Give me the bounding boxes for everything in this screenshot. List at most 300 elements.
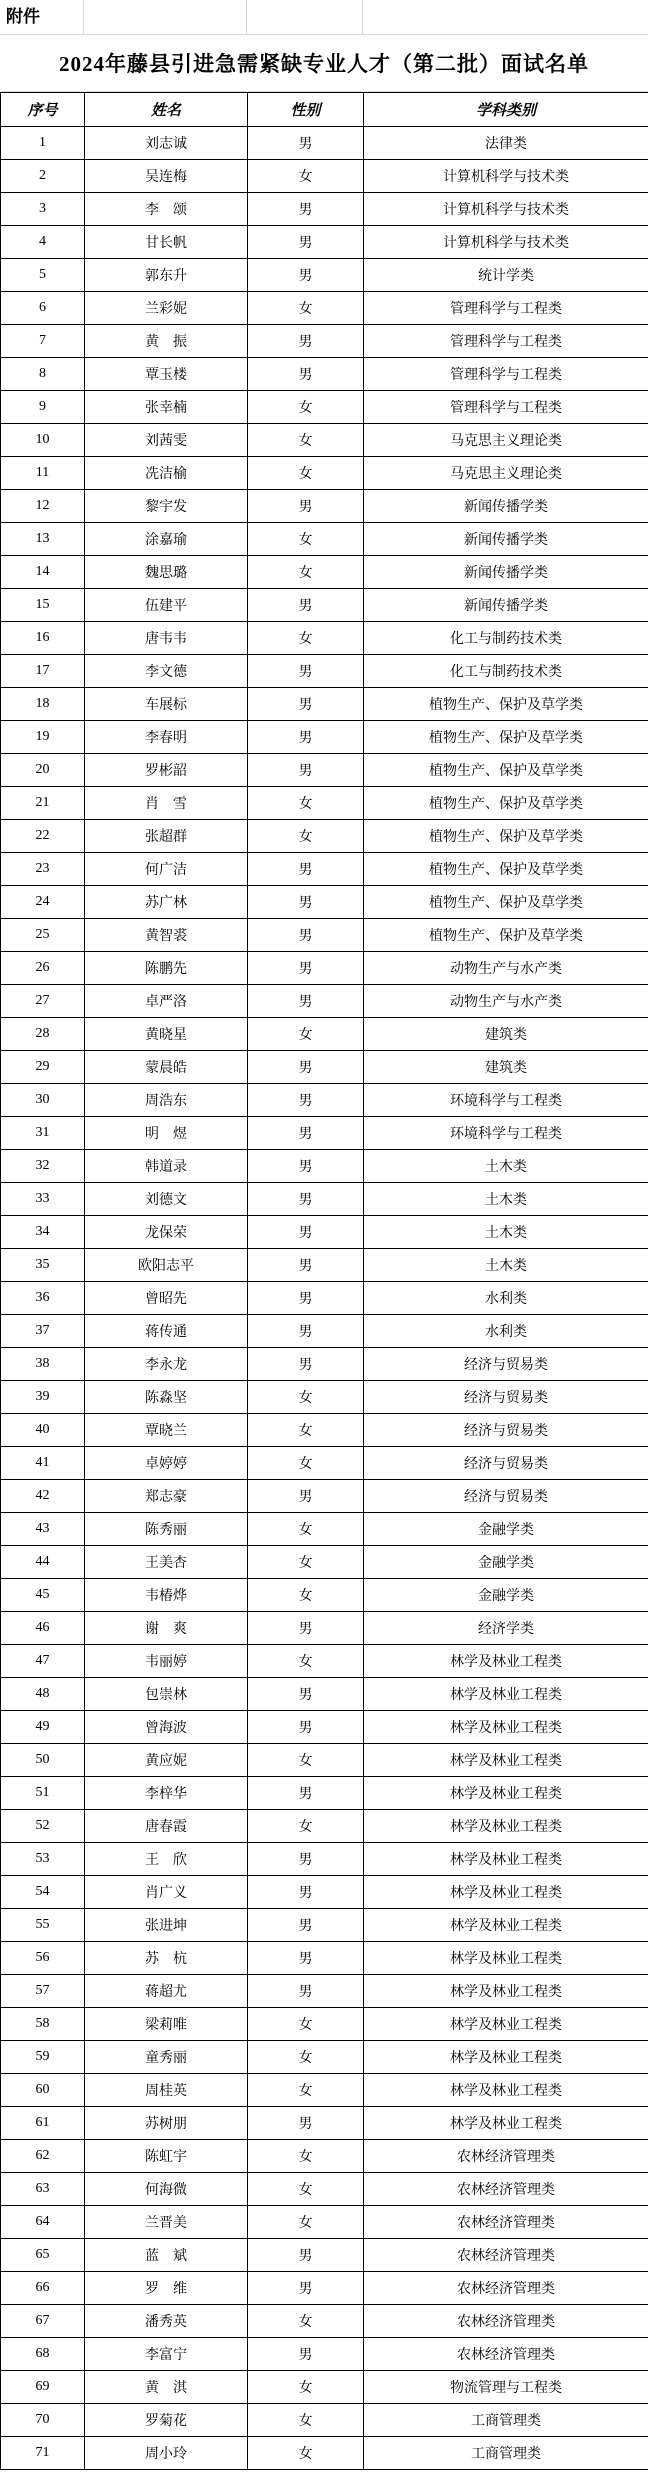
cell-category: 管理科学与工程类: [364, 292, 648, 325]
cell-index: 39: [1, 1381, 85, 1414]
cell-gender: 男: [248, 1348, 364, 1381]
table-row: [1, 2041, 648, 2074]
cell-gender: 女: [248, 1414, 364, 1447]
cell-name: 兰晋美: [85, 2206, 248, 2239]
table-row: [1, 1315, 648, 1348]
cell-name: 车展标: [85, 688, 248, 721]
cell-category: 金融学类: [364, 1546, 648, 1579]
table-row: [1, 1876, 648, 1909]
cell-index: 61: [1, 2107, 85, 2140]
cell-name: 王美杏: [85, 1546, 248, 1579]
cell-name: 蓝 斌: [85, 2239, 248, 2272]
cell-index: 66: [1, 2272, 85, 2305]
cell-gender: 男: [248, 754, 364, 787]
cell-index: 41: [1, 1447, 85, 1480]
cell-index: 15: [1, 589, 85, 622]
cell-index: 71: [1, 2437, 85, 2470]
cell-category: 林学及林业工程类: [364, 1843, 648, 1876]
cell-category: 林学及林业工程类: [364, 1810, 648, 1843]
table-row: [1, 1381, 648, 1414]
cell-index: 24: [1, 886, 85, 919]
cell-gender: 男: [248, 193, 364, 226]
cell-gender: 男: [248, 127, 364, 160]
cell-index: 52: [1, 1810, 85, 1843]
cell-index: 59: [1, 2041, 85, 2074]
cell-name: 何海微: [85, 2173, 248, 2206]
cell-index: 43: [1, 1513, 85, 1546]
cell-gender: 女: [248, 457, 364, 490]
cell-gender: 男: [248, 2272, 364, 2305]
cell-category: 统计学类: [364, 259, 648, 292]
cell-category: 植物生产、保护及草学类: [364, 886, 648, 919]
cell-category: 新闻传播学类: [364, 523, 648, 556]
cell-index: 5: [1, 259, 85, 292]
cell-name: 罗 维: [85, 2272, 248, 2305]
cell-category: 农林经济管理类: [364, 2272, 648, 2305]
cell-category: 化工与制药技术类: [364, 622, 648, 655]
cell-gender: 男: [248, 853, 364, 886]
cell-category: 经济与贸易类: [364, 1447, 648, 1480]
table-row: [1, 655, 648, 688]
table-row: [1, 391, 648, 424]
cell-gender: 男: [248, 1909, 364, 1942]
cell-category: 经济与贸易类: [364, 1414, 648, 1447]
interview-roster-table: [0, 92, 648, 2470]
cell-category: 经济与贸易类: [364, 1348, 648, 1381]
cell-category: 计算机科学与技术类: [364, 226, 648, 259]
table-row: [1, 1546, 648, 1579]
table-row: [1, 127, 648, 160]
table-row: [1, 1117, 648, 1150]
cell-gender: 男: [248, 1876, 364, 1909]
cell-gender: 女: [248, 1447, 364, 1480]
table-row: [1, 1777, 648, 1810]
cell-gender: 男: [248, 919, 364, 952]
cell-gender: 男: [248, 1315, 364, 1348]
cell-index: 58: [1, 2008, 85, 2041]
cell-gender: 男: [248, 259, 364, 292]
cell-index: 35: [1, 1249, 85, 1282]
grid-cell: [363, 0, 648, 34]
attachment-label: 附件: [0, 0, 84, 34]
cell-index: 17: [1, 655, 85, 688]
cell-index: 19: [1, 721, 85, 754]
cell-gender: 女: [248, 2404, 364, 2437]
cell-gender: 女: [248, 424, 364, 457]
cell-name: 李永龙: [85, 1348, 248, 1381]
cell-category: 农林经济管理类: [364, 2305, 648, 2338]
cell-gender: 男: [248, 1777, 364, 1810]
table-row: [1, 2140, 648, 2173]
cell-name: 黄应妮: [85, 1744, 248, 1777]
cell-gender: 女: [248, 160, 364, 193]
cell-gender: 女: [248, 1546, 364, 1579]
cell-name: 陈虹宇: [85, 2140, 248, 2173]
cell-index: 32: [1, 1150, 85, 1183]
cell-index: 45: [1, 1579, 85, 1612]
table-row: [1, 193, 648, 226]
cell-name: 黄 振: [85, 325, 248, 358]
grid-cell: [84, 0, 247, 34]
cell-name: 黄 淇: [85, 2371, 248, 2404]
table-row: [1, 1216, 648, 1249]
cell-index: 63: [1, 2173, 85, 2206]
cell-gender: 男: [248, 2239, 364, 2272]
cell-gender: 女: [248, 292, 364, 325]
cell-category: 管理科学与工程类: [364, 358, 648, 391]
table-row: [1, 2404, 648, 2437]
cell-category: 植物生产、保护及草学类: [364, 919, 648, 952]
cell-name: 李富宁: [85, 2338, 248, 2371]
cell-gender: 男: [248, 886, 364, 919]
cell-category: 植物生产、保护及草学类: [364, 853, 648, 886]
table-row: [1, 2074, 648, 2107]
cell-name: 韦丽婷: [85, 1645, 248, 1678]
cell-name: 郭东升: [85, 259, 248, 292]
cell-gender: 女: [248, 1645, 364, 1678]
cell-index: 68: [1, 2338, 85, 2371]
table-row: [1, 1843, 648, 1876]
table-row: [1, 1612, 648, 1645]
cell-gender: 男: [248, 1843, 364, 1876]
cell-index: 31: [1, 1117, 85, 1150]
cell-index: 22: [1, 820, 85, 853]
cell-category: 水利类: [364, 1282, 648, 1315]
cell-gender: 男: [248, 325, 364, 358]
cell-category: 林学及林业工程类: [364, 1645, 648, 1678]
cell-category: 植物生产、保护及草学类: [364, 721, 648, 754]
table-row: [1, 2107, 648, 2140]
cell-category: 林学及林业工程类: [364, 1678, 648, 1711]
cell-gender: 男: [248, 1084, 364, 1117]
column-header-name: 姓名: [85, 93, 248, 127]
cell-category: 林学及林业工程类: [364, 1744, 648, 1777]
cell-index: 34: [1, 1216, 85, 1249]
cell-category: 金融学类: [364, 1513, 648, 1546]
cell-category: 动物生产与水产类: [364, 985, 648, 1018]
cell-name: 卓严洛: [85, 985, 248, 1018]
cell-name: 冼洁榆: [85, 457, 248, 490]
cell-index: 27: [1, 985, 85, 1018]
cell-name: 曾海波: [85, 1711, 248, 1744]
cell-gender: 女: [248, 2371, 364, 2404]
cell-name: 何广洁: [85, 853, 248, 886]
cell-index: 3: [1, 193, 85, 226]
cell-gender: 女: [248, 1018, 364, 1051]
title-band: [0, 35, 648, 92]
cell-index: 47: [1, 1645, 85, 1678]
cell-category: 物流管理与工程类: [364, 2371, 648, 2404]
cell-category: 环境科学与工程类: [364, 1084, 648, 1117]
cell-category: 新闻传播学类: [364, 556, 648, 589]
cell-gender: 女: [248, 2206, 364, 2239]
cell-name: 梁莉唯: [85, 2008, 248, 2041]
cell-gender: 男: [248, 589, 364, 622]
cell-category: 工商管理类: [364, 2437, 648, 2470]
cell-category: 林学及林业工程类: [364, 2074, 648, 2107]
cell-name: 罗菊花: [85, 2404, 248, 2437]
cell-index: 56: [1, 1942, 85, 1975]
cell-index: 65: [1, 2239, 85, 2272]
cell-gender: 男: [248, 2107, 364, 2140]
table-row: [1, 1810, 648, 1843]
cell-index: 51: [1, 1777, 85, 1810]
cell-category: 林学及林业工程类: [364, 1711, 648, 1744]
table-row: [1, 457, 648, 490]
table-row: [1, 1018, 648, 1051]
cell-name: 唐韦韦: [85, 622, 248, 655]
cell-gender: 男: [248, 1942, 364, 1975]
cell-category: 土木类: [364, 1216, 648, 1249]
cell-gender: 男: [248, 2338, 364, 2371]
table-row: [1, 1447, 648, 1480]
cell-index: 14: [1, 556, 85, 589]
cell-category: 马克思主义理论类: [364, 457, 648, 490]
cell-name: 周小玲: [85, 2437, 248, 2470]
table-row: [1, 2305, 648, 2338]
cell-index: 28: [1, 1018, 85, 1051]
cell-name: 陈鹏先: [85, 952, 248, 985]
cell-gender: 女: [248, 523, 364, 556]
cell-category: 计算机科学与技术类: [364, 193, 648, 226]
cell-index: 26: [1, 952, 85, 985]
cell-category: 土木类: [364, 1150, 648, 1183]
cell-name: 苏树朋: [85, 2107, 248, 2140]
cell-category: 法律类: [364, 127, 648, 160]
cell-name: 覃晓兰: [85, 1414, 248, 1447]
cell-name: 曾昭先: [85, 1282, 248, 1315]
cell-gender: 女: [248, 2437, 364, 2470]
cell-name: 魏思璐: [85, 556, 248, 589]
cell-name: 兰彩妮: [85, 292, 248, 325]
table-row: [1, 1942, 648, 1975]
table-row: [1, 2371, 648, 2404]
table-row: [1, 523, 648, 556]
column-header-category: 学科类别: [364, 93, 648, 127]
cell-index: 46: [1, 1612, 85, 1645]
cell-index: 7: [1, 325, 85, 358]
cell-category: 林学及林业工程类: [364, 1777, 648, 1810]
cell-name: 周桂英: [85, 2074, 248, 2107]
cell-category: 动物生产与水产类: [364, 952, 648, 985]
table-row: [1, 556, 648, 589]
cell-index: 53: [1, 1843, 85, 1876]
cell-category: 林学及林业工程类: [364, 2041, 648, 2074]
cell-name: 蒋传通: [85, 1315, 248, 1348]
cell-index: 13: [1, 523, 85, 556]
table-row: [1, 952, 648, 985]
cell-category: 化工与制药技术类: [364, 655, 648, 688]
cell-category: 农林经济管理类: [364, 2173, 648, 2206]
table-row: [1, 1084, 648, 1117]
cell-index: 40: [1, 1414, 85, 1447]
table-row: [1, 259, 648, 292]
cell-gender: 男: [248, 1282, 364, 1315]
cell-name: 包崇林: [85, 1678, 248, 1711]
table-row: [1, 2206, 648, 2239]
cell-category: 经济学类: [364, 1612, 648, 1645]
cell-name: 甘长帆: [85, 226, 248, 259]
cell-index: 55: [1, 1909, 85, 1942]
cell-name: 李梓华: [85, 1777, 248, 1810]
table-row: [1, 1975, 648, 2008]
cell-name: 周浩东: [85, 1084, 248, 1117]
cell-category: 林学及林业工程类: [364, 1942, 648, 1975]
table-row: [1, 1249, 648, 1282]
cell-category: 植物生产、保护及草学类: [364, 787, 648, 820]
cell-gender: 男: [248, 985, 364, 1018]
cell-index: 70: [1, 2404, 85, 2437]
cell-category: 农林经济管理类: [364, 2140, 648, 2173]
cell-gender: 男: [248, 655, 364, 688]
cell-index: 49: [1, 1711, 85, 1744]
cell-gender: 男: [248, 226, 364, 259]
cell-category: 马克思主义理论类: [364, 424, 648, 457]
table-row: [1, 490, 648, 523]
table-row: [1, 1645, 648, 1678]
cell-index: 50: [1, 1744, 85, 1777]
cell-index: 12: [1, 490, 85, 523]
table-row: [1, 853, 648, 886]
cell-gender: 女: [248, 2305, 364, 2338]
cell-index: 20: [1, 754, 85, 787]
cell-category: 管理科学与工程类: [364, 325, 648, 358]
cell-category: 土木类: [364, 1249, 648, 1282]
table-row: [1, 919, 648, 952]
cell-gender: 女: [248, 556, 364, 589]
table-row: [1, 1579, 648, 1612]
cell-category: 土木类: [364, 1183, 648, 1216]
table-row: [1, 820, 648, 853]
cell-category: 植物生产、保护及草学类: [364, 820, 648, 853]
cell-name: 覃玉楼: [85, 358, 248, 391]
cell-index: 10: [1, 424, 85, 457]
table-row: [1, 1183, 648, 1216]
table-row: [1, 2008, 648, 2041]
cell-index: 60: [1, 2074, 85, 2107]
cell-index: 2: [1, 160, 85, 193]
cell-gender: 女: [248, 2074, 364, 2107]
cell-gender: 男: [248, 358, 364, 391]
cell-name: 郑志豪: [85, 1480, 248, 1513]
cell-index: 37: [1, 1315, 85, 1348]
cell-name: 陈秀丽: [85, 1513, 248, 1546]
table-row: [1, 1678, 648, 1711]
cell-index: 18: [1, 688, 85, 721]
cell-category: 工商管理类: [364, 2404, 648, 2437]
cell-gender: 男: [248, 1480, 364, 1513]
cell-gender: 女: [248, 2041, 364, 2074]
cell-gender: 男: [248, 1975, 364, 2008]
cell-index: 11: [1, 457, 85, 490]
cell-category: 建筑类: [364, 1051, 648, 1084]
page-title: 2024年藤县引进急需紧缺专业人才（第二批）面试名单: [59, 52, 589, 76]
cell-index: 57: [1, 1975, 85, 2008]
cell-name: 刘志诚: [85, 127, 248, 160]
cell-category: 计算机科学与技术类: [364, 160, 648, 193]
grid-cell: [247, 0, 363, 34]
cell-name: 黎宇发: [85, 490, 248, 523]
cell-index: 23: [1, 853, 85, 886]
cell-index: 64: [1, 2206, 85, 2239]
cell-gender: 男: [248, 1249, 364, 1282]
cell-name: 卓婷婷: [85, 1447, 248, 1480]
cell-name: 潘秀英: [85, 2305, 248, 2338]
cell-name: 张超群: [85, 820, 248, 853]
cell-category: 新闻传播学类: [364, 589, 648, 622]
cell-category: 经济与贸易类: [364, 1381, 648, 1414]
cell-category: 环境科学与工程类: [364, 1117, 648, 1150]
cell-name: 涂嘉瑜: [85, 523, 248, 556]
cell-gender: 女: [248, 2173, 364, 2206]
cell-gender: 男: [248, 1678, 364, 1711]
cell-name: 韩道录: [85, 1150, 248, 1183]
cell-gender: 女: [248, 391, 364, 424]
table-row: [1, 754, 648, 787]
table-row: [1, 226, 648, 259]
cell-name: 刘茜雯: [85, 424, 248, 457]
cell-gender: 女: [248, 1744, 364, 1777]
cell-index: 21: [1, 787, 85, 820]
cell-index: 16: [1, 622, 85, 655]
cell-name: 韦椿烨: [85, 1579, 248, 1612]
cell-category: 经济与贸易类: [364, 1480, 648, 1513]
table-row: [1, 622, 648, 655]
cell-gender: 女: [248, 820, 364, 853]
table-row: [1, 886, 648, 919]
cell-gender: 女: [248, 2140, 364, 2173]
cell-gender: 女: [248, 1810, 364, 1843]
cell-name: 罗彬韶: [85, 754, 248, 787]
table-row: [1, 2173, 648, 2206]
cell-index: 25: [1, 919, 85, 952]
cell-index: 30: [1, 1084, 85, 1117]
table-row: [1, 1711, 648, 1744]
cell-category: 林学及林业工程类: [364, 1975, 648, 2008]
cell-index: 54: [1, 1876, 85, 1909]
cell-name: 谢 爽: [85, 1612, 248, 1645]
cell-category: 农林经济管理类: [364, 2239, 648, 2272]
cell-index: 36: [1, 1282, 85, 1315]
table-row: [1, 1480, 648, 1513]
cell-name: 肖 雪: [85, 787, 248, 820]
cell-name: 龙保荣: [85, 1216, 248, 1249]
cell-category: 管理科学与工程类: [364, 391, 648, 424]
cell-category: 建筑类: [364, 1018, 648, 1051]
cell-name: 刘德文: [85, 1183, 248, 1216]
table-row: [1, 292, 648, 325]
cell-index: 67: [1, 2305, 85, 2338]
cell-gender: 女: [248, 1381, 364, 1414]
attachment-row: [0, 0, 648, 35]
cell-category: 林学及林业工程类: [364, 1909, 648, 1942]
cell-gender: 男: [248, 952, 364, 985]
cell-category: 林学及林业工程类: [364, 2107, 648, 2140]
table-row: [1, 1051, 648, 1084]
table-row: [1, 787, 648, 820]
table-row: [1, 1282, 648, 1315]
cell-index: 33: [1, 1183, 85, 1216]
cell-category: 水利类: [364, 1315, 648, 1348]
cell-gender: 女: [248, 622, 364, 655]
cell-index: 62: [1, 2140, 85, 2173]
cell-index: 1: [1, 127, 85, 160]
cell-category: 林学及林业工程类: [364, 1876, 648, 1909]
table-row: [1, 721, 648, 754]
table-row: [1, 2239, 648, 2272]
cell-category: 新闻传播学类: [364, 490, 648, 523]
cell-name: 黄智裘: [85, 919, 248, 952]
